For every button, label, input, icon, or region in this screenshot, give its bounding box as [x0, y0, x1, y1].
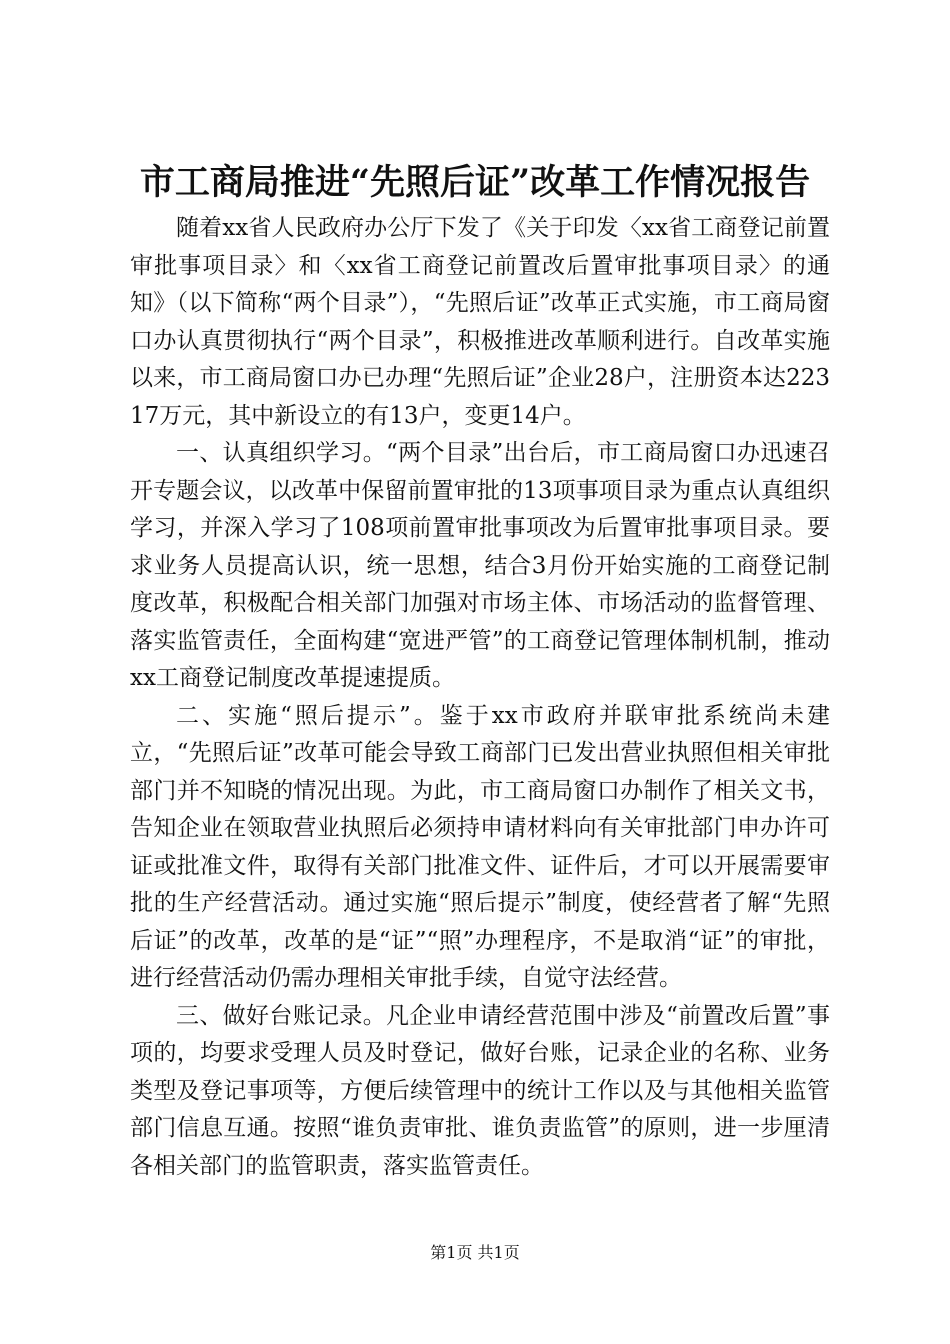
paragraph-intro: 随着xx省人民政府办公厅下发了《关于印发〈xx省工商登记前置审批事项目录〉和〈xx省工商登记前置改后置审批事项目录〉的通知》（以下简称“两个目录”），“先照后证”改革正式实施，市工商局窗口办认真贯彻执行“两个目录”，积极推进改革顺利进行。自改革实施以来，市工商局窗口办已办理“先照后证”企业28户，注册资本达22317万元，其中新设立的有13户，变更14户。	[130, 215, 830, 429]
page-number-label: 第1页 共1页	[430, 1243, 520, 1262]
paragraph-section-1: 一、认真组织学习。“两个目录”出台后，市工商局窗口办迅速召开专题会议，以改革中保留前置审批的13项事项目录为重点认真组织学习，并深入学习了108项前置审批事项改为后置审批事项目录。要求业务人员提高认识，统一思想，结合3月份开始实施的工商登记制度改革，积极配合相关部门加强对市场主体、市场活动的监督管理、落实监管责任，全面构建“宽进严管”的工商登记管理体制机制，推动xx工商登记制度改革提速提质。	[130, 440, 830, 691]
paragraph-section-2: 二、实施“照后提示”。鉴于xx市政府并联审批系统尚未建立，“先照后证”改革可能会导致工商部门已发出营业执照但相关审批部门并不知晓的情况出现。为此，市工商局窗口办制作了相关文书，告知企业在领取营业执照后必须持申请材料向有关审批部门申办许可证或批准文件，取得有关部门批准文件、证件后，才可以开展需要审批的生产经营活动。通过实施“照后提示”制度，使经营者了解“先照后证”的改革，改革的是“证”“照”办理程序，不是取消“证”的审批，进行经营活动仍需办理相关审批手续，自觉守法经营。	[130, 702, 830, 991]
document-title: 市工商局推进“先照后证”改革工作情况报告	[139, 162, 811, 203]
page-footer	[0, 1242, 950, 1264]
paragraph-section-3: 三、做好台账记录。凡企业申请经营范围中涉及“前置改后置”事项的，均要求受理人员及时登记，做好台账，记录企业的名称、业务类型及登记事项等，方便后续管理中的统计工作以及与其他相关监管部门信息互通。按照“谁负责审批、谁负责监管”的原则，进一步厘清各相关部门的监管职责，落实监管责任。	[130, 1002, 830, 1179]
document-body	[130, 210, 830, 1185]
